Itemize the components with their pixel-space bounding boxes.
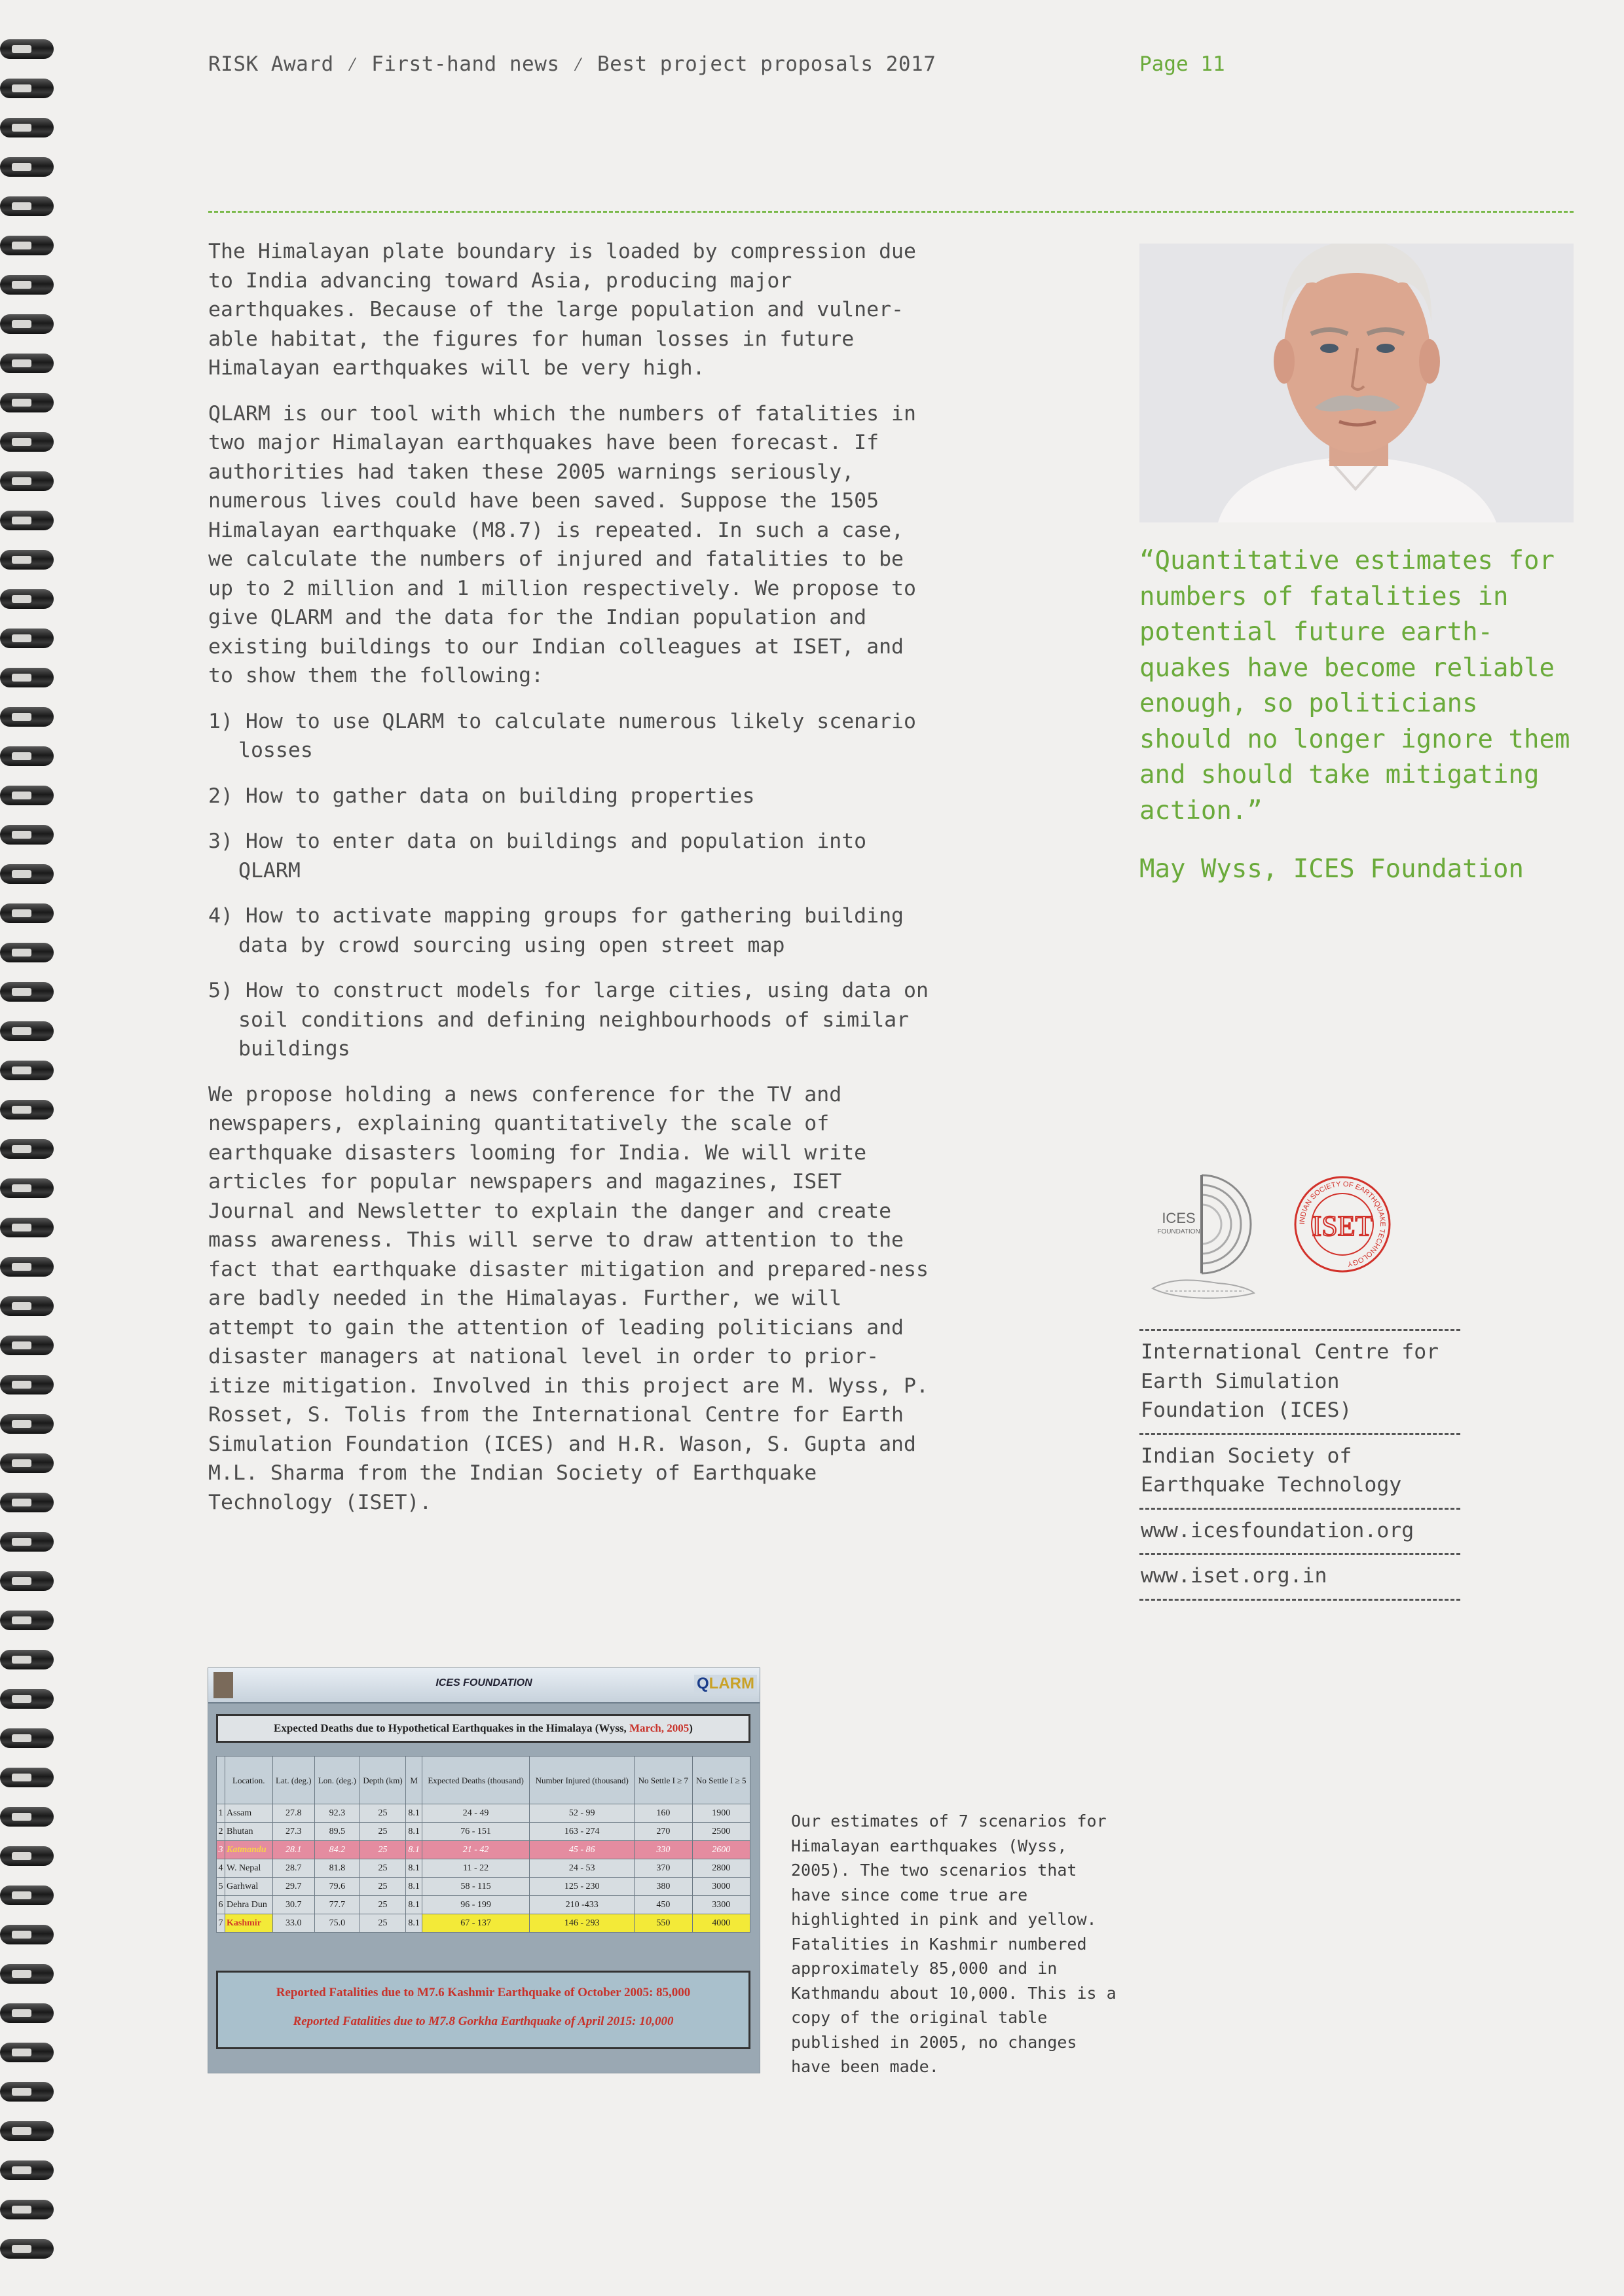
table-cell: 96 - 199 bbox=[422, 1896, 529, 1914]
table-cell: 89.5 bbox=[315, 1823, 360, 1841]
table-column-header: Lat. (deg.) bbox=[272, 1757, 315, 1804]
binding-ring bbox=[0, 1925, 59, 1944]
proposal-list bbox=[208, 707, 935, 1064]
kashmir-fatalities: Reported Fatalities due to M7.6 Kashmir Earthquake of October 2005: 85,000 bbox=[276, 1986, 691, 1999]
table-cell: 92.3 bbox=[315, 1804, 360, 1823]
table-caption: Our estimates of 7 scenarios for Himalayan earthquakes (Wyss, 2005). The two scenarios that have since come true are highlighted in pink and yellow. Fatalities in Kashmir numbered approximately 85,000 and in Kathmandu about 10,000. This is a copy of the original table published in 2005, no changes have been made. bbox=[791, 1812, 1116, 2076]
paragraph-2: QLARM is our tool with which the numbers of fatalities in two major Himalayan earthquakes have been forecast. If authorities had taken these 2005 warnings seriously, numerous lives could have been saved. Suppose the 1505 Himalayan earthquake (M8.7) is repeated. In such a case, we calculate the numbers of injured and fatalities to be up to 2 million and 1 million respectively. We propose to give QLARM and the data for the Indian population and existing buildings to our Indian colleagues at ISET, and to show them the following: bbox=[208, 401, 916, 687]
binding-ring bbox=[0, 1257, 59, 1277]
binding-ring bbox=[0, 1453, 59, 1473]
table-cell: 27.8 bbox=[272, 1804, 315, 1823]
table-cell: 8.1 bbox=[406, 1841, 422, 1859]
svg-text:INDIAN SOCIETY OF EARTHQUAKE T: INDIAN SOCIETY OF EARTHQUAKE TECHNOLOGY bbox=[1298, 1180, 1387, 1268]
header-divider bbox=[208, 211, 1574, 213]
binding-ring bbox=[0, 1414, 59, 1434]
table-row bbox=[217, 1859, 750, 1878]
table-cell: 125 - 230 bbox=[530, 1878, 635, 1896]
table-cell: 25 bbox=[360, 1878, 406, 1896]
table-cell: 160 bbox=[635, 1804, 692, 1823]
table-cell: 75.0 bbox=[315, 1914, 360, 1933]
binding-ring bbox=[0, 2003, 59, 2023]
gorkha-fatalities: Reported Fatalities due to M7.8 Gorkha Earthquake of April 2015: 10,000 bbox=[293, 2014, 674, 2028]
iset-logo bbox=[1293, 1175, 1392, 1273]
table-column-header: No Settle I ≥ 7 bbox=[635, 1757, 692, 1804]
table-cell: 24 - 49 bbox=[422, 1804, 529, 1823]
table-cell: 24 - 53 bbox=[530, 1859, 635, 1878]
binding-ring bbox=[0, 79, 59, 98]
table-cell: Kashmir bbox=[225, 1914, 273, 1933]
table-cell: 370 bbox=[635, 1859, 692, 1878]
org-iset: Indian Society of Earthquake Technology bbox=[1139, 1433, 1460, 1508]
binding-ring bbox=[0, 707, 59, 727]
table-cell: 25 bbox=[360, 1896, 406, 1914]
table-column-header: M bbox=[406, 1757, 422, 1804]
table-cell: 76 - 151 bbox=[422, 1823, 529, 1841]
qlarm-logo: QLARM bbox=[694, 1675, 757, 1693]
binding-ring bbox=[0, 1807, 59, 1827]
table-column-header: Location. bbox=[225, 1757, 273, 1804]
binding-ring bbox=[0, 982, 59, 1002]
binding-ring bbox=[0, 1728, 59, 1748]
binding-ring bbox=[0, 1689, 59, 1709]
reported-fatalities-box bbox=[216, 1971, 750, 2049]
binding-ring bbox=[0, 1611, 59, 1630]
table-cell: 25 bbox=[360, 1859, 406, 1878]
org-list-end-rule bbox=[1139, 1599, 1460, 1601]
binding-ring bbox=[0, 196, 59, 216]
binding-ring bbox=[0, 118, 59, 137]
table-cell: Assam bbox=[225, 1804, 273, 1823]
table-cell: 8.1 bbox=[406, 1896, 422, 1914]
binding-ring bbox=[0, 1650, 59, 1669]
binding-ring bbox=[0, 943, 59, 962]
list-item: 1) How to use QLARM to calculate numerous likely scenario losses bbox=[208, 709, 916, 762]
table-cell: 77.7 bbox=[315, 1896, 360, 1914]
table-cell: 8.1 bbox=[406, 1804, 422, 1823]
binding-ring bbox=[0, 1532, 59, 1552]
organization-list bbox=[1139, 1329, 1460, 1601]
table-column-header bbox=[217, 1757, 225, 1804]
table-column-header: Depth (km) bbox=[360, 1757, 406, 1804]
binding-ring bbox=[0, 589, 59, 609]
table-cell: 7 bbox=[217, 1914, 225, 1933]
table-cell: 2800 bbox=[692, 1859, 750, 1878]
list-item: 3) How to enter data on buildings and population into QLARM bbox=[208, 829, 867, 883]
table-cell: 2600 bbox=[692, 1841, 750, 1859]
binding-ring bbox=[0, 1375, 59, 1394]
table-cell: Garhwal bbox=[225, 1878, 273, 1896]
table-cell: 25 bbox=[360, 1841, 406, 1859]
binding-ring bbox=[0, 1061, 59, 1080]
binding-ring bbox=[0, 39, 59, 59]
binding-ring bbox=[0, 1296, 59, 1316]
table-cell: 67 - 137 bbox=[422, 1914, 529, 1933]
table-cell: 8.1 bbox=[406, 1878, 422, 1896]
table-cell: 1900 bbox=[692, 1804, 750, 1823]
binding-ring bbox=[0, 2200, 59, 2219]
table-row bbox=[217, 1914, 750, 1933]
svg-text:ISET: ISET bbox=[1312, 1210, 1373, 1242]
running-header: RISK Award ⁄ First-hand news ⁄ Best project proposals 2017 bbox=[208, 52, 936, 76]
table-cell: 52 - 99 bbox=[530, 1804, 635, 1823]
binding-ring bbox=[0, 2239, 59, 2259]
binding-ring bbox=[0, 2160, 59, 2180]
binding-ring bbox=[0, 1571, 59, 1591]
table-cell: 30.7 bbox=[272, 1896, 315, 1914]
binding-ring bbox=[0, 432, 59, 452]
table-row bbox=[217, 1896, 750, 1914]
table-cell: 2 bbox=[217, 1823, 225, 1841]
binding-ring bbox=[0, 314, 59, 334]
table-row bbox=[217, 1823, 750, 1841]
table-cell: 4000 bbox=[692, 1914, 750, 1933]
scenario-table-image bbox=[208, 1668, 760, 2073]
table-cell: 29.7 bbox=[272, 1878, 315, 1896]
list-item: 5) How to construct models for large cities, using data on soil conditions and defining neighbourhoods of similar buildings bbox=[208, 979, 929, 1061]
paragraph-3: We propose holding a news conference for the TV and newspapers, explaining quantitatively the scale of earthquake disasters looming for India. We will write articles for popular newspapers and magazines, ISET Journal and Newsletter to explain the danger and create mass awareness. This will serve to draw attention to the fact that earthquake disaster mitigation and prepared-ness are badly needed in the Himalayas. Further, we will attempt to gain the attention of leading politicians and disaster managers at national level in order to prior-itize mitigation. Involved in this project are M. Wyss, P. Rosset, S. Tolis from the International Centre for Earth Simulation Foundation (ICES) and H.R. Wason, S. Gupta and M.L. Sharma from the Indian Society of Earthquake Technology (ISET). bbox=[208, 1082, 929, 1514]
table-cell: 81.8 bbox=[315, 1859, 360, 1878]
table-cell: 163 - 274 bbox=[530, 1823, 635, 1841]
table-cell: 33.0 bbox=[272, 1914, 315, 1933]
binding-ring bbox=[0, 786, 59, 805]
table-cell: 146 - 293 bbox=[530, 1914, 635, 1933]
table-cell: 3000 bbox=[692, 1878, 750, 1896]
binding-ring bbox=[0, 1178, 59, 1198]
table-cell: 3 bbox=[217, 1841, 225, 1859]
binding-ring bbox=[0, 825, 59, 845]
list-item: 2) How to gather data on building properties bbox=[208, 784, 755, 808]
table-cell: 550 bbox=[635, 1914, 692, 1933]
page-number: Page 11 bbox=[1139, 52, 1225, 76]
table-cell: 3300 bbox=[692, 1896, 750, 1914]
binding-ring bbox=[0, 1100, 59, 1120]
table-cell: 28.7 bbox=[272, 1859, 315, 1878]
table-row bbox=[217, 1878, 750, 1896]
binding-ring bbox=[0, 1021, 59, 1041]
binding-ring bbox=[0, 864, 59, 884]
table-cell: 21 - 42 bbox=[422, 1841, 529, 1859]
binding-ring bbox=[0, 393, 59, 412]
binding-ring bbox=[0, 275, 59, 295]
binding-ring bbox=[0, 903, 59, 923]
table-cell: 84.2 bbox=[315, 1841, 360, 1859]
table-cell: 450 bbox=[635, 1896, 692, 1914]
binding-ring bbox=[0, 1336, 59, 1355]
table-cell: 5 bbox=[217, 1878, 225, 1896]
org-ices: International Centre for Earth Simulation Foundation (ICES) bbox=[1139, 1329, 1460, 1433]
table-column-header: Number Injured (thousand) bbox=[530, 1757, 635, 1804]
link-iset-website[interactable]: www.iset.org.in bbox=[1139, 1553, 1460, 1599]
scenario-table bbox=[216, 1756, 750, 1933]
table-row bbox=[217, 1841, 750, 1859]
table-cell: 28.1 bbox=[272, 1841, 315, 1859]
table-column-header: Lon. (deg.) bbox=[315, 1757, 360, 1804]
table-cell: Bhutan bbox=[225, 1823, 273, 1841]
table-cell: 27.3 bbox=[272, 1823, 315, 1841]
binding-ring bbox=[0, 236, 59, 255]
table-cell: 330 bbox=[635, 1841, 692, 1859]
binding-ring bbox=[0, 1493, 59, 1512]
table-cell: 380 bbox=[635, 1878, 692, 1896]
table-cell: 58 - 115 bbox=[422, 1878, 529, 1896]
binding-ring bbox=[0, 1768, 59, 1787]
table-cell: 8.1 bbox=[406, 1823, 422, 1841]
table-cell: 25 bbox=[360, 1823, 406, 1841]
binding-ring bbox=[0, 550, 59, 570]
binding-ring bbox=[0, 1846, 59, 1866]
table-cell: 45 - 86 bbox=[530, 1841, 635, 1859]
paragraph-1: The Himalayan plate boundary is loaded by compression due to India advancing toward Asia, producing major earthquakes. Because of the large population and vulner-able habitat, the figures for human losses in future Himalayan earthquakes will be very high. bbox=[208, 240, 916, 380]
spiral-binding bbox=[0, 39, 59, 2265]
table-row bbox=[217, 1804, 750, 1823]
binding-ring bbox=[0, 1964, 59, 1984]
binding-ring bbox=[0, 2043, 59, 2062]
binding-ring bbox=[0, 1218, 59, 1237]
table-column-header: No Settle I ≥ 5 bbox=[692, 1757, 750, 1804]
binding-ring bbox=[0, 629, 59, 648]
list-item: 4) How to activate mapping groups for gathering building data by crowd sourcing using open street map bbox=[208, 904, 904, 957]
table-cell: 210 -433 bbox=[530, 1896, 635, 1914]
quote-author: May Wyss, ICES Foundation bbox=[1139, 854, 1524, 884]
binding-ring bbox=[0, 511, 59, 530]
binding-ring bbox=[0, 157, 59, 177]
table-cell: 2500 bbox=[692, 1823, 750, 1841]
binding-ring bbox=[0, 2121, 59, 2141]
table-cell: 8.1 bbox=[406, 1859, 422, 1878]
table-cell: 6 bbox=[217, 1896, 225, 1914]
svg-text:FOUNDATION: FOUNDATION bbox=[1157, 1228, 1200, 1235]
binding-ring bbox=[0, 1886, 59, 1905]
binding-ring bbox=[0, 2082, 59, 2102]
binding-ring bbox=[0, 354, 59, 373]
main-text-column bbox=[208, 237, 935, 1533]
table-title-bar bbox=[208, 1668, 760, 1704]
table-cell: 25 bbox=[360, 1804, 406, 1823]
table-cell: 79.6 bbox=[315, 1878, 360, 1896]
binding-ring bbox=[0, 668, 59, 687]
table-cell: 1 bbox=[217, 1804, 225, 1823]
table-column-header: Expected Deaths (thousand) bbox=[422, 1757, 529, 1804]
table-cell: 270 bbox=[635, 1823, 692, 1841]
table-cell: 4 bbox=[217, 1859, 225, 1878]
binding-ring bbox=[0, 471, 59, 491]
link-ices-website[interactable]: www.icesfoundation.org bbox=[1139, 1508, 1460, 1554]
table-cell: 25 bbox=[360, 1914, 406, 1933]
portrait-photo bbox=[1139, 244, 1574, 522]
ices-foundation-logo bbox=[1139, 1172, 1264, 1303]
table-cell: 11 - 22 bbox=[422, 1859, 529, 1878]
binding-ring bbox=[0, 1139, 59, 1159]
pull-quote: “Quantitative estimates for numbers of fatalities in potential future earth-quakes have become reliable enough, so politicians should no longer ignore them and should take mitigating action.” bbox=[1139, 546, 1570, 826]
table-cell: W. Nepal bbox=[225, 1859, 273, 1878]
table-cell: Dehra Dun bbox=[225, 1896, 273, 1914]
binding-ring bbox=[0, 746, 59, 766]
table-cell: 8.1 bbox=[406, 1914, 422, 1933]
table-cell: Katmandu bbox=[225, 1841, 273, 1859]
svg-text:ICES: ICES bbox=[1162, 1210, 1196, 1226]
table-heading: Expected Deaths due to Hypothetical Earthquakes in the Himalaya (Wyss, March, 2005) bbox=[216, 1714, 750, 1743]
table-title: ICES FOUNDATION bbox=[435, 1677, 532, 1688]
